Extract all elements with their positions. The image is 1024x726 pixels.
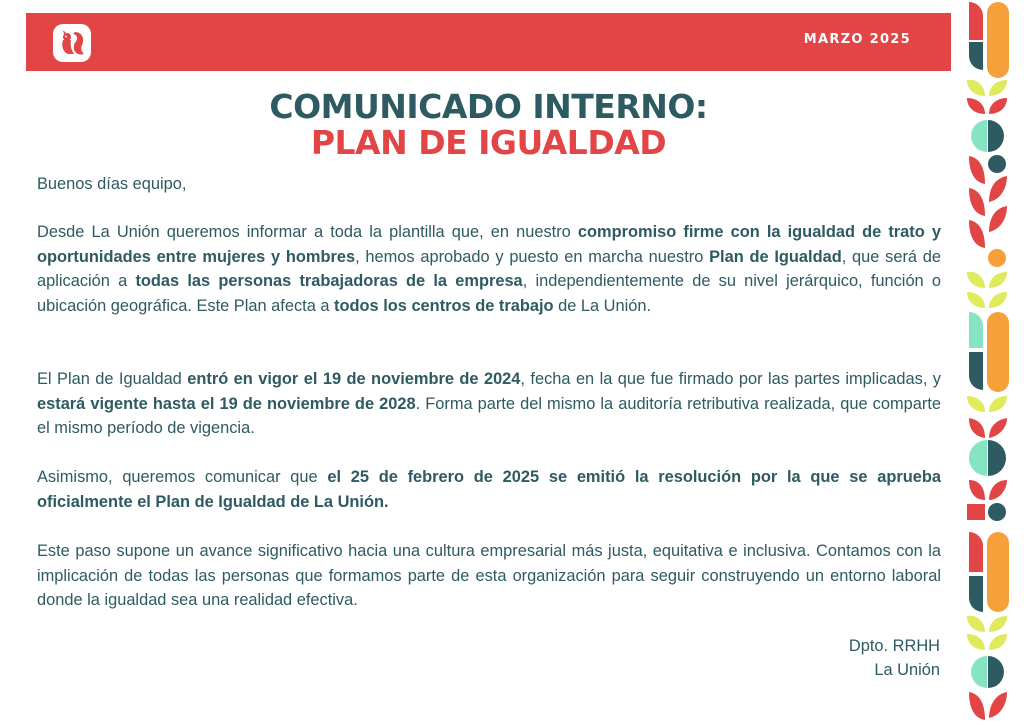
issue-date: MARZO 2025 (803, 32, 911, 47)
decorative-border (963, 0, 1024, 726)
header-bar (26, 13, 951, 71)
greeting: Buenos días equipo, (37, 175, 187, 193)
page-title: COMUNICADO INTERNO: (269, 87, 708, 126)
paragraph-validity: El Plan de Igualdad entró en vigor el 19 de noviembre de 2024, fecha en la que fue firmado por las partes implicadas, y estará vigente hasta el 19 de noviembre de 2028. Forma parte del mismo la auditoría retributiva realizada, que comparte el mismo período de vigencia. (37, 370, 942, 438)
paragraph-resolution: Asimismo, queremos comunicar que el 25 de febrero de 2025 se emitió la resolución por la que se aprueba oficialmente el Plan de Igualdad de La Unión. (37, 468, 941, 511)
squirrel-icon (58, 28, 86, 58)
signature-department: Dpto. RRHH (848, 637, 940, 655)
paragraph-closing: Este paso supone un avance significativo hacia una cultura empresarial más justa, equitativa e inclusiva. Contamos con la implicación de todas las personas que formamos parte de esta organización para seguir construyendo un entorno laboral donde la igualdad sea una realidad efectiva. (37, 542, 941, 610)
company-logo (53, 24, 91, 62)
signature-company: La Unión (874, 661, 940, 679)
paragraph-announcement: Desde La Unión queremos informar a toda la plantilla que, en nuestro compromiso firme con la igualdad de trato y oportunidades entre mujeres y hombres, hemos aprobado y puesto en marcha nuestro Plan de Igualdad, que será de aplicación a todas las personas trabajadoras de la empresa, independientemente de su nivel jerárquico, función o ubicación geográfica. Este Plan afecta a todos los centros de trabajo de La Unión. (37, 223, 942, 315)
page-subtitle: PLAN DE IGUALDAD (310, 123, 667, 162)
